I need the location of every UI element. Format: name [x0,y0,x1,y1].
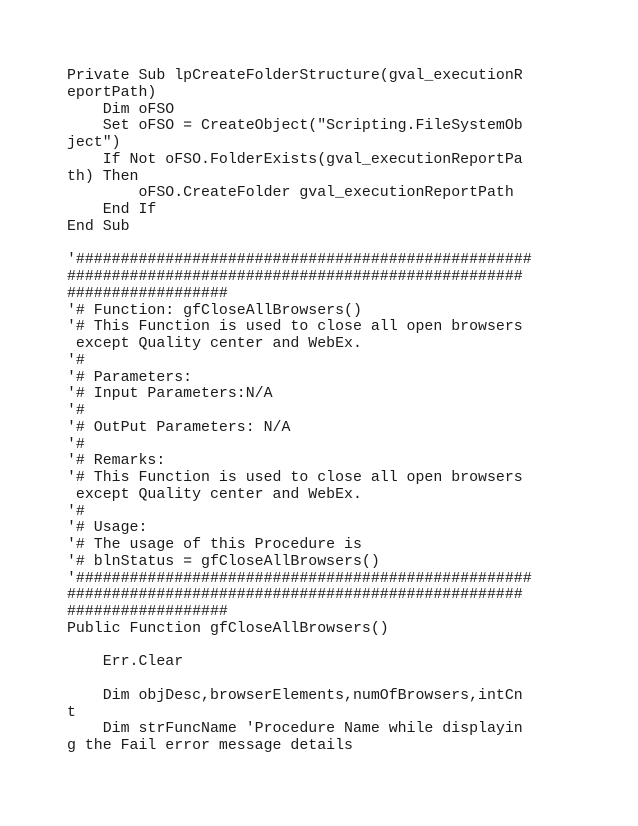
code-line [67,671,587,688]
code-line: Dim objDesc,browserElements,numOfBrowsers,intCn [67,687,523,704]
code-line: except Quality center and WebEx. [67,486,362,503]
code-line: '# Parameters: [67,369,193,386]
code-line: th) Then [67,168,139,185]
code-line: except Quality center and WebEx. [67,336,362,352]
code-line: Set oFSO = CreateObject("Scripting.FileSystemOb [67,118,523,135]
code-line: Public Function gfCloseAllBrowsers() [67,620,389,637]
code-line: '# [67,503,85,520]
code-line: ject") [67,135,121,151]
code-line: Private Sub lpCreateFolderStructure(gval_executionR [67,68,523,84]
code-line: ################## [67,285,228,302]
code-line: g the Fail error message details [67,738,353,754]
code-listing [67,68,587,755]
code-line: '################################################### [67,252,532,269]
code-line: Dim oFSO [67,101,175,118]
code-line: ################################################### [67,269,523,285]
code-line: '# OutPut Parameters: N/A [67,419,291,436]
code-line: '################################################### [67,570,532,587]
code-line: '# This Function is used to close all open browsers [67,470,523,486]
code-line: '# Input Parameters:N/A [67,386,273,403]
code-line: '# Remarks: [67,453,166,470]
code-line: Err.Clear [67,654,184,671]
code-line: If Not oFSO.FolderExists(gval_executionReportPa [67,151,523,168]
code-line: End If [67,202,157,218]
code-line: Dim strFuncName 'Procedure Name while displayin [67,721,523,738]
code-line: '# Usage: [67,520,148,537]
code-line: eportPath) [67,84,157,101]
code-line: '# The usage of this Procedure is [67,537,362,553]
code-line: ################################################### [67,587,523,604]
code-line: End Sub [67,218,130,235]
code-line: t [67,704,76,721]
code-line: '# [67,352,85,369]
code-line: '# [67,403,85,419]
code-line: '# This Function is used to close all open browsers [67,319,523,336]
code-line [67,638,587,655]
code-line: '# [67,436,85,453]
code-line: oFSO.CreateFolder gval_executionReportPath [67,185,514,202]
code-line: ################## [67,604,228,620]
code-line [67,236,587,253]
code-line: '# Function: gfCloseAllBrowsers() [67,302,362,319]
code-line: '# blnStatus = gfCloseAllBrowsers() [67,553,380,570]
